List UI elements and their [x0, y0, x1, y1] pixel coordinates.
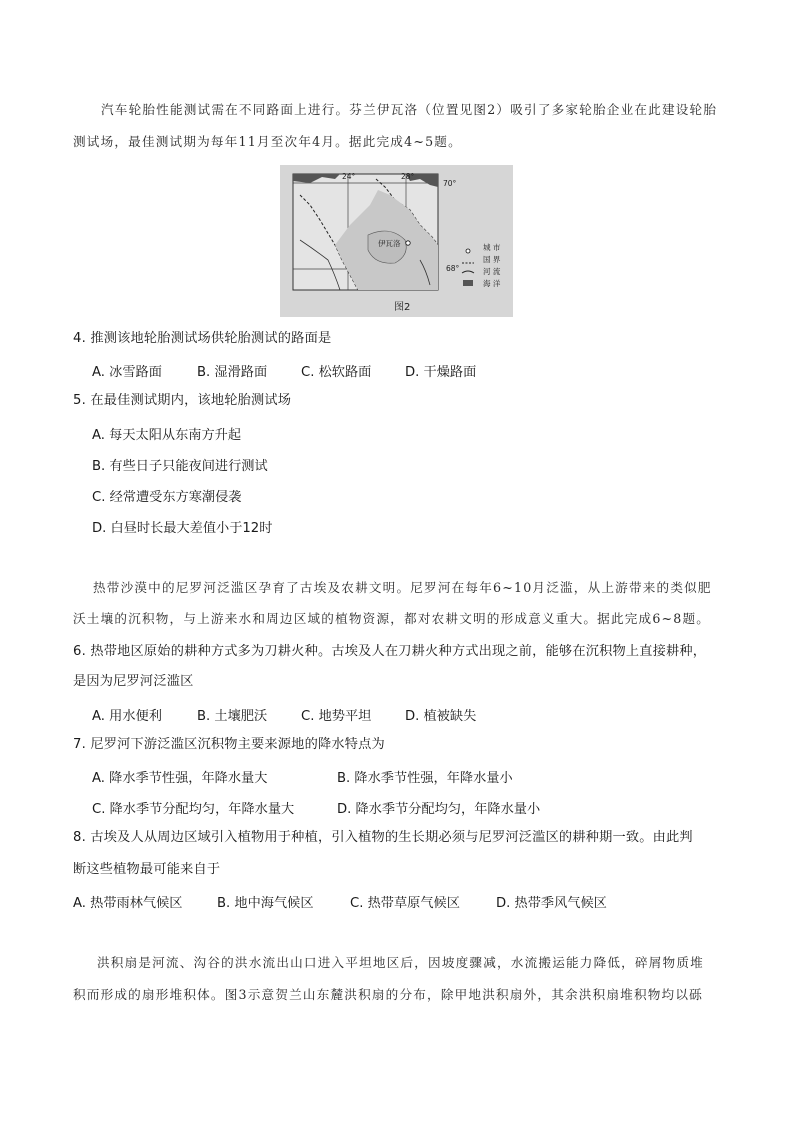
passage-3-line-2: 积而形成的扇形堆积体。图3示意贺兰山东麓洪积扇的分布，除甲地洪积扇外，其余洪积扇堆积物均以砾: [73, 987, 703, 1002]
q5-option-d[interactable]: D. 白昼时长最大差值小于12时: [92, 521, 273, 536]
legend-border: 国 界: [483, 255, 501, 264]
q5-option-a[interactable]: A. 每天太阳从东南方升起: [92, 428, 242, 443]
passage-1-line-2: 测试场，最佳测试期为每年11月至次年4月。据此完成4~5题。: [73, 134, 462, 149]
q8-option-c[interactable]: C. 热带草原气候区: [350, 896, 460, 911]
legend-city: 城 市: [483, 243, 501, 252]
q6-option-b[interactable]: B. 土壤肥沃: [197, 709, 268, 724]
passage-1-line-1: 汽车轮胎性能测试需在不同路面上进行。芬兰伊瓦洛（位置见图2）吸引了多家轮胎企业在此建设轮胎: [101, 102, 718, 117]
q7-option-a[interactable]: A. 降水季节性强，年降水量大: [92, 771, 268, 786]
city-dot-icon: [406, 241, 410, 245]
lat-label-68: 68°: [446, 264, 460, 273]
q7-stem: 7. 尼罗河下游泛滥区沉积物主要来源地的降水特点为: [73, 737, 385, 752]
legend-sea: 海 洋: [483, 279, 501, 288]
q4-stem: 4. 推测该地轮胎测试场供轮胎测试的路面是: [73, 331, 332, 346]
figure-caption: 图2: [394, 302, 411, 313]
q4-option-b[interactable]: B. 湿滑路面: [197, 365, 268, 380]
q6-option-a[interactable]: A. 用水便利: [92, 709, 162, 724]
q4-option-d[interactable]: D. 干燥路面: [405, 365, 477, 380]
lon-label-28: 28°: [401, 172, 415, 181]
figure-2-map: [280, 165, 513, 317]
q7-option-c[interactable]: C. 降水季节分配均匀，年降水量大: [92, 802, 295, 817]
q4-option-a[interactable]: A. 冰雪路面: [92, 365, 162, 380]
lat-label-70: 70°: [443, 179, 457, 188]
q8-option-d[interactable]: D. 热带季风气候区: [496, 896, 607, 911]
q8-option-a[interactable]: A. 热带雨林气候区: [73, 896, 183, 911]
passage-2-line-2: 沃土壤的沉积物，与上游来水和周边区域的植物资源，都对农耕文明的形成意义重大。据此完成6~8题。: [73, 611, 711, 626]
q6-option-c[interactable]: C. 地势平坦: [301, 709, 372, 724]
legend-river: 河 流: [483, 267, 501, 276]
q8-stem-line-2: 断这些植物最可能来自于: [73, 862, 221, 877]
q5-option-c[interactable]: C. 经常遭受东方寒潮侵袭: [92, 490, 242, 505]
q5-option-b[interactable]: B. 有些日子只能夜间进行测试: [92, 459, 268, 474]
city-label: 伊瓦洛: [378, 239, 401, 248]
q6-stem-line-1: 6. 热带地区原始的耕种方式多为刀耕火种。古埃及人在刀耕火种方式出现之前，能够在沉积物上直接耕种，: [73, 644, 707, 659]
city-dot-icon: [466, 249, 470, 253]
sea-patch-icon: [463, 280, 473, 286]
q4-option-c[interactable]: C. 松软路面: [301, 365, 372, 380]
passage-3-line-1: 洪积扇是河流、沟谷的洪水流出山口进入平坦地区后，因坡度骤减，水流搬运能力降低，碎屑物质堆: [97, 955, 704, 970]
q7-option-d[interactable]: D. 降水季节分配均匀，年降水量小: [337, 802, 541, 817]
q5-stem: 5. 在最佳测试期内，该地轮胎测试场: [73, 393, 292, 408]
q6-option-d[interactable]: D. 植被缺失: [405, 709, 477, 724]
q8-option-b[interactable]: B. 地中海气候区: [217, 896, 314, 911]
lon-label-24: 24°: [342, 172, 356, 181]
passage-2-line-1: 热带沙漠中的尼罗河泛滥区孕育了古埃及农耕文明。尼罗河在每年6~10月泛滥，从上游带来的类似肥: [93, 580, 712, 595]
q8-stem-line-1: 8. 古埃及人从周边区域引入植物用于种植，引入植物的生长期必须与尼罗河泛滥区的耕种期一致。由此判: [73, 830, 693, 845]
q7-option-b[interactable]: B. 降水季节性强，年降水量小: [337, 771, 513, 786]
q6-stem-line-2: 是因为尼罗河泛滥区: [73, 674, 194, 689]
